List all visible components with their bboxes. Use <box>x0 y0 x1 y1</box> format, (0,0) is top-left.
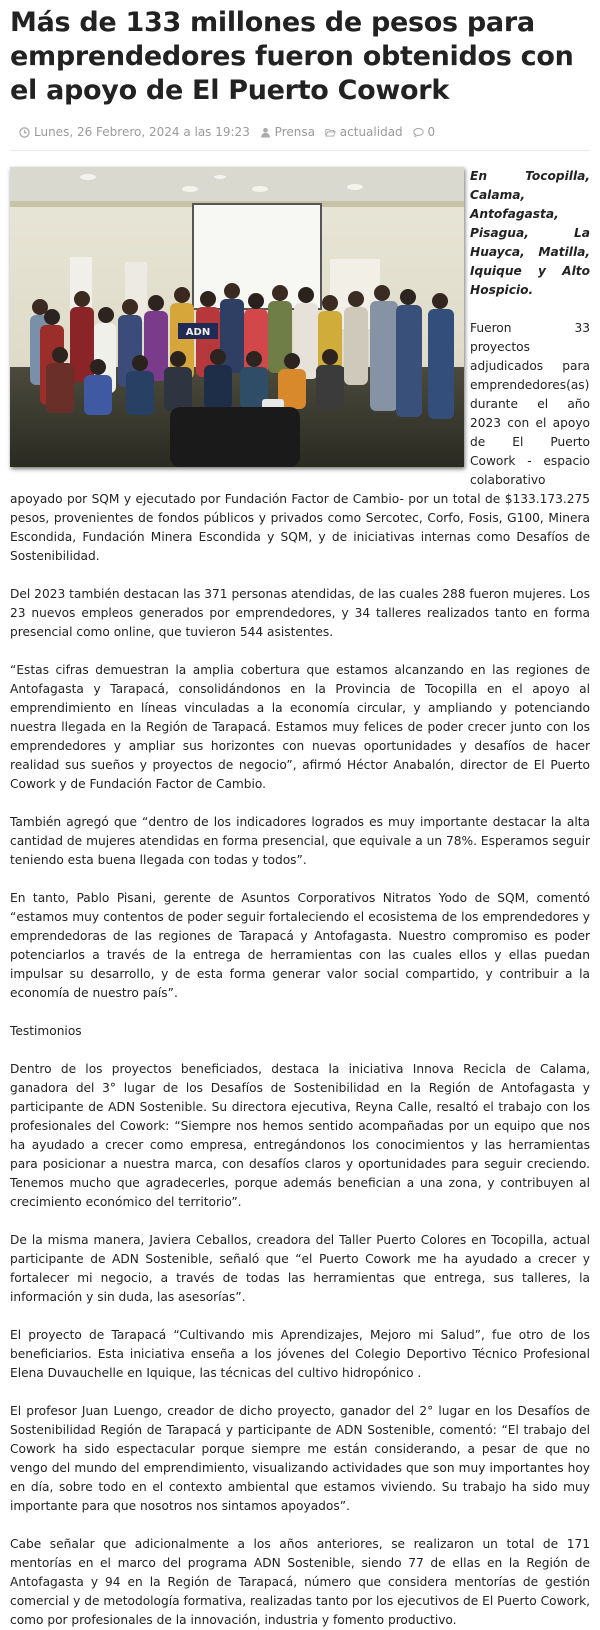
meta-date-text: Lunes, 26 Febrero, 2024 a las 19:23 <box>34 125 250 139</box>
article-lead: En Tocopilla, Calama, Antofagasta, Pisagua, La Huayca, Matilla, Iquique y Alto Hospicio. <box>470 168 590 297</box>
photo-banner-text: ADN <box>185 326 211 338</box>
group-photo-image <box>10 167 464 467</box>
article-paragraph: El proyecto de Tarapacá “Cultivando mis Aprendizajes, Mejoro mi Salud”, fue otro de los beneficiarios. Esta iniciativa enseña a los jóvenes del Colegio Deportivo Técnico Profesional Elena Duvauchelle en Iquique, las técnicas del cultivo hidropónico . <box>10 1327 590 1380</box>
article-photo <box>10 167 464 467</box>
article-body <box>10 167 590 1630</box>
article-meta <box>10 120 590 151</box>
article-paragraph: Del 2023 también destacan las 371 personas atendidas, de las cuales 288 fueron mujeres. Los 23 nuevos empleos generados por emprendedores, y 34 talleres realizados tanto en forma presencial como online, que tuvieron 544 asistentes. <box>10 586 590 639</box>
article-title: Más de 133 millones de pesos para emprendedores fueron obtenidos con el apoyo de El Puerto Cowork <box>10 7 574 106</box>
article-paragraph: De la misma manera, Javiera Ceballos, creadora del Taller Puerto Colores en Tocopilla, actual participante de ADN Sostenible, señaló que “el Puerto Cowork me ha ayudado a crecer y fortalecer mi negocio, a través de todas las herramientas que entrega, sus talleres, la información y sin duda, las asesorías”. <box>10 1232 590 1304</box>
meta-comments-count[interactable]: 0 <box>427 125 436 139</box>
meta-author[interactable] <box>260 125 315 139</box>
meta-date <box>19 125 250 139</box>
comment-icon <box>413 127 424 138</box>
article <box>0 6 600 1630</box>
article-paragraph: Dentro de los proyectos beneficiados, destaca la iniciativa Innova Recicla de Calama, ganadora del 3° lugar de los Desafíos de Sostenibilidad en la Región de Antofagasta y participante de ADN Sostenible. Su directora ejecutiva, Reyna Calle, resaltó el trabajo con los profesionales del Cowork: “Siempre nos hemos sentido acompañadas por un equipo que nos ha ayudado a crecer como empresa, entregándonos los conocimientos y las herramientas para posicionar a nuestra marca, con desafíos claros y oportunidades para seguir creciendo. Tenemos mucho que agradecerles, porque además benefician a una zona, y contribuyen al crecimiento económico del territorio”. <box>10 1061 590 1209</box>
meta-category[interactable] <box>325 125 403 139</box>
meta-category-link[interactable]: actualidad <box>339 125 403 139</box>
article-paragraph: Cabe señalar que adicionalmente a los años anteriores, se realizaron un total de 171 mentorías en el marco del programa ADN Sostenible, siendo 77 de ellas en la Región de Antofagasta y 94 en la Región de Tarapacá, número que considera mentorías de gestión comercial y de metodología formativa, realizadas tanto por los ejecutivos de El Puerto Cowork, como por profesionales de la innovación, industria y fomento productivo. <box>10 1536 590 1627</box>
user-icon <box>260 127 271 138</box>
folder-open-icon <box>325 127 336 138</box>
clock-icon <box>19 127 30 138</box>
article-paragraph: Fueron 33 proyectos adjudicados para emprendedores(as) durante el año 2023 con el apoyo de El Puerto Cowork - espacio colaborativo apoyado por SQM y ejecutado por Fundación Factor de Cambio- por un total de $133.173.275 pesos, provenientes de fondos públicos y privados como Sercotec, Corfo, Fosis, G100, Minera Escondida, Fundación Minera Escondida y SQM, y de iniciativas internas como Desafíos de Sostenibilidad. <box>10 320 590 563</box>
section-heading-testimonios: Testimonios <box>10 1023 82 1038</box>
article-paragraph: En tanto, Pablo Pisani, gerente de Asuntos Corporativos Nitratos Yodo de SQM, comentó “estamos muy contentos de poder seguir fortaleciendo el ecosistema de los emprendedores y emprendedoras de las regiones de Tarapacá y Antofagasta. Nuestro compromiso es poder potenciarlos a través de la entrega de herramientas con las cuales ellos y ellas puedan impulsar su desarrollo, y de esta forma generar valor social compartido, y contribuir a la economía de nuestro país”. <box>10 890 590 1000</box>
article-paragraph: También agregó que “dentro de los indicadores logrados es muy importante destacar la alta cantidad de mujeres atendidas en forma presencial, que equivale a un 78%. Esperamos seguir teniendo esta buena llegada con todas y todos”. <box>10 814 590 867</box>
meta-comments[interactable] <box>413 125 436 139</box>
article-paragraph: “Estas cifras demuestran la amplia cobertura que estamos alcanzando en las regiones de Antofagasta y Tarapacá, consolidándonos en la Provincia de Tocopilla en el apoyo al emprendimiento en líneas vinculadas a la economía circular, y ampliando y potenciando nuestra llegada en la Región de Tarapacá. Estamos muy felices de poder crecer junto con los emprendedores y ampliar sus horizontes con nuevas oportunidades y desafíos de hacer realidad sus sueños y proyectos de negocio”, afirmó Héctor Anabalón, director de El Puerto Cowork y de Fundación Factor de Cambio. <box>10 662 590 791</box>
article-paragraph: El profesor Juan Luengo, creador de dicho proyecto, ganador del 2° lugar en los Desafíos de Sostenibilidad Región de Tarapacá y participante de ADN Sostenible, comentó: “El trabajo del Cowork ha sido espectacular porque siempre me están considerando, a pesar de que no vengo del mundo del emprendimiento, visualizando actividades que son muy importantes hoy en día, sobre todo en el contexto ambiental que estamos viviendo. Su trabajo ha sido muy importante para que nosotros nos sintamos apoyados”. <box>10 1403 590 1513</box>
meta-author-link[interactable]: Prensa <box>274 125 315 139</box>
